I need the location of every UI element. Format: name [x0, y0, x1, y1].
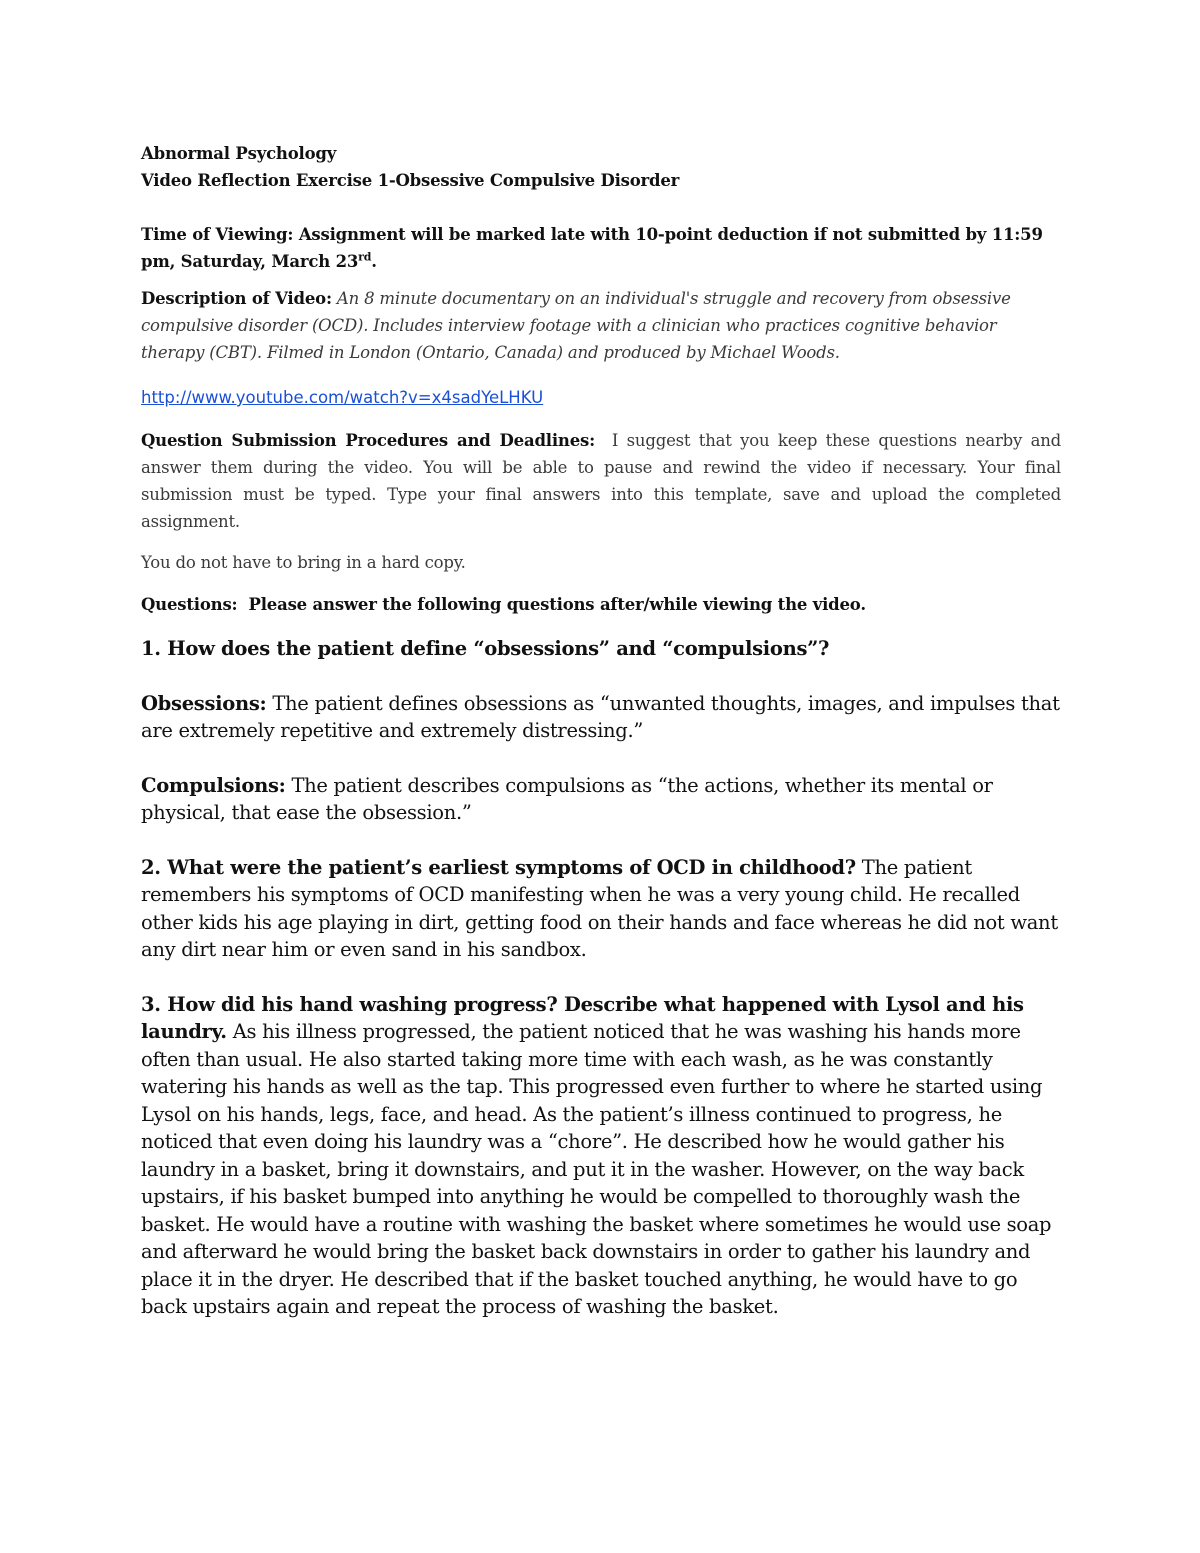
questions-intro-label: Questions: [141, 595, 238, 614]
video-link[interactable]: http://www.youtube.com/watch?v=x4sadYeLHKU [141, 388, 544, 407]
questions-intro [141, 591, 1061, 618]
question-1: 1. How does the patient define “obsessions” and “compulsions”? [141, 637, 830, 660]
video-link-row [141, 386, 1061, 410]
video-description [141, 285, 1061, 366]
questions-intro-text: Please answer the following questions after/while viewing the video. [248, 595, 866, 614]
time-of-viewing-text: Assignment will be marked late with 10-point deduction if not submitted by 11:59 pm, Saturday, March 23 [141, 225, 1043, 271]
procedures-label: Question Submission Procedures and Deadlines: [141, 431, 595, 450]
answer-2: The patient remembers his symptoms of OCD manifesting when he was a very young child. He recalled other kids his age playing in dirt, getting food on their hands and face whereas he did not want any dirt near him or even sand in his sandbox. [141, 855, 1058, 961]
answer-3: As his illness progressed, the patient noticed that he was washing his hands more often than usual. He also started taking more time with each wash, as he was constantly watering his hands as well as the tap. This progressed even further to where he started using Lysol on his hands, legs, face, and head. As the patient’s illness continued to progress, he noticed that even doing his laundry was a “chore”. He described how he would gather his laundry in a basket, bring it downstairs, and put it in the washer. However, on the way back upstairs, if his basket bumped into anything he would be compelled to thoroughly wash the basket. He would have a routine with washing the basket where sometimes he would use soap and afterward he would bring the basket back downstairs in order to gather his laundry and place it in the dryer. He described that if the basket touched anything, he would have to go back upstairs again and repeat the process of washing the basket. [141, 1020, 1052, 1318]
time-of-viewing: Time of Viewing: Assignment will be marked late with 10-point deduction if not submitted by 11:59 pm, Saturday, March 23rd. [141, 225, 1043, 271]
question-2: 2. What were the patient’s earliest symptoms of OCD in childhood? [141, 855, 856, 879]
obsessions-text: The patient defines obsessions as “unwanted thoughts, images, and impulses that are extremely repetitive and extremely distressing.” [141, 691, 1060, 742]
document-page [141, 140, 1061, 1321]
obsessions-label: Obsessions: [141, 691, 267, 715]
question-2-block [141, 854, 1061, 964]
answer-1-compulsions [141, 772, 1061, 827]
compulsions-label: Compulsions: [141, 773, 286, 797]
compulsions-text: The patient describes compulsions as “the actions, whether its mental or physical, that ease the obsession.” [141, 773, 993, 824]
date-superscript: rd [358, 250, 372, 264]
description-text: An 8 minute documentary on an individual's struggle and recovery from obsessive compulsive disorder (OCD). Includes interview footage with a clinician who practices cognitive behavior therapy (CBT). Filmed in London (Ontario, Canada) and produced by Michael Woods. [141, 289, 1011, 362]
question-3-block [141, 991, 1061, 1321]
procedures-text: I suggest that you keep these questions nearby and answer them during the video. You will be able to pause and rewind the video if necessary. Your final submission must be typed. Type your final answers into this template, save and upload the completed assignment. [141, 431, 1062, 531]
answer-1-obsessions [141, 690, 1061, 745]
description-label: Description of Video: [141, 289, 332, 308]
time-of-viewing-label: Time of Viewing: [141, 225, 294, 244]
course-title: Abnormal Psychology [141, 144, 337, 163]
hard-copy-note: You do not have to bring in a hard copy. [141, 553, 466, 572]
assignment-title: Video Reflection Exercise 1-Obsessive Compulsive Disorder [141, 171, 680, 190]
submission-procedures [141, 427, 1061, 535]
question-3: 3. How did his hand washing progress? Describe what happened with Lysol and his laundry. [141, 992, 1024, 1043]
